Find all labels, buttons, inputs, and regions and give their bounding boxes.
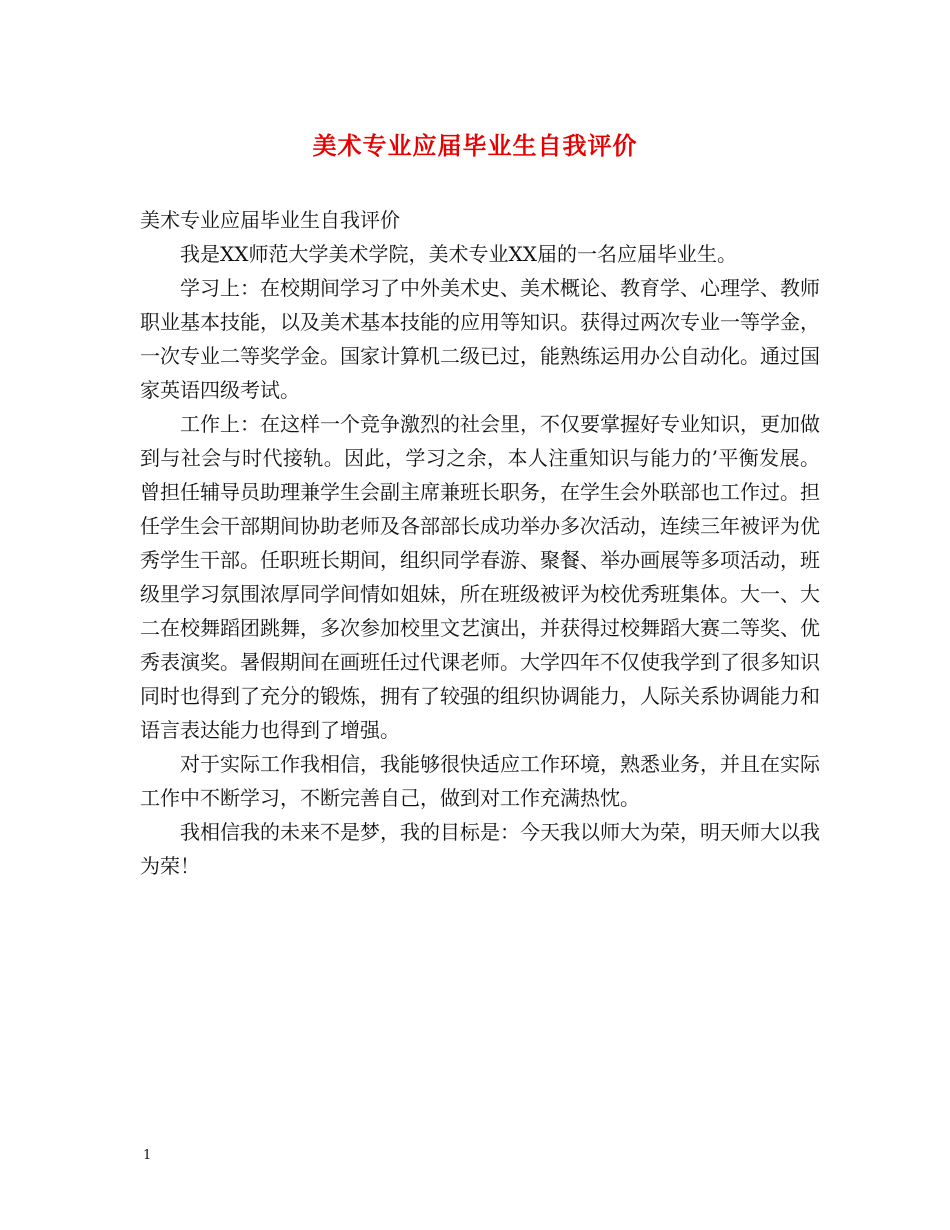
paragraph-intro: 我是XX师范大学美术学院，美术专业XX届的一名应届毕业生。	[180, 242, 737, 266]
paragraph-practice: 对于实际工作我相信，我能够很快适应工作环境，熟悉业务，并且在实际工作中不断学习，不断完善自己，做到对工作充满热忱。	[140, 752, 820, 810]
paragraph-goal: 我相信我的未来不是梦，我的目标是：今天我以师大为荣，明天师大以我为荣！	[140, 820, 820, 878]
paragraph-study: 学习上：在校期间学习了中外美术史、美术概论、教育学、心理学、教师职业基本技能，以及美术基本技能的应用等知识。获得过两次专业一等学金，一次专业二等奖学金。国家计算机二级已过，能熟练运用办公自动化。通过国家英语四级考试。	[140, 276, 820, 402]
document-title: 美术专业应届毕业生自我评价	[312, 131, 638, 160]
paragraph-work: 工作上：在这样一个竞争激烈的社会里，不仅要掌握好专业知识，更加做到与社会与时代接轨。因此，学习之余，本人注重知识与能力的’平衡发展。曾担任辅导员助理兼学生会副主席兼班长职务，在学生会外联部也工作过。担任学生会干部期间协助老师及各部部长成功举办多次活动，连续三年被评为优秀学生干部。任职班长期间，组织同学春游、聚餐、举办画展等多项活动，班级里学习氛围浓厚同学间情如姐妹，所在班级被评为校优秀班集体。大一、大二在校舞蹈团跳舞，多次参加校里文艺演出，并获得过校舞蹈大赛二等奖、优秀表演奖。暑假期间在画班任过代课老师。大学四年不仅使我学到了很多知识同时也得到了充分的锻炼，拥有了较强的组织协调能力，人际关系协调能力和语言表达能力也得到了增强。	[140, 412, 820, 742]
document-body	[140, 203, 820, 883]
document-subtitle: 美术专业应届毕业生自我评价	[140, 208, 400, 232]
page-number: 1	[143, 1148, 152, 1163]
